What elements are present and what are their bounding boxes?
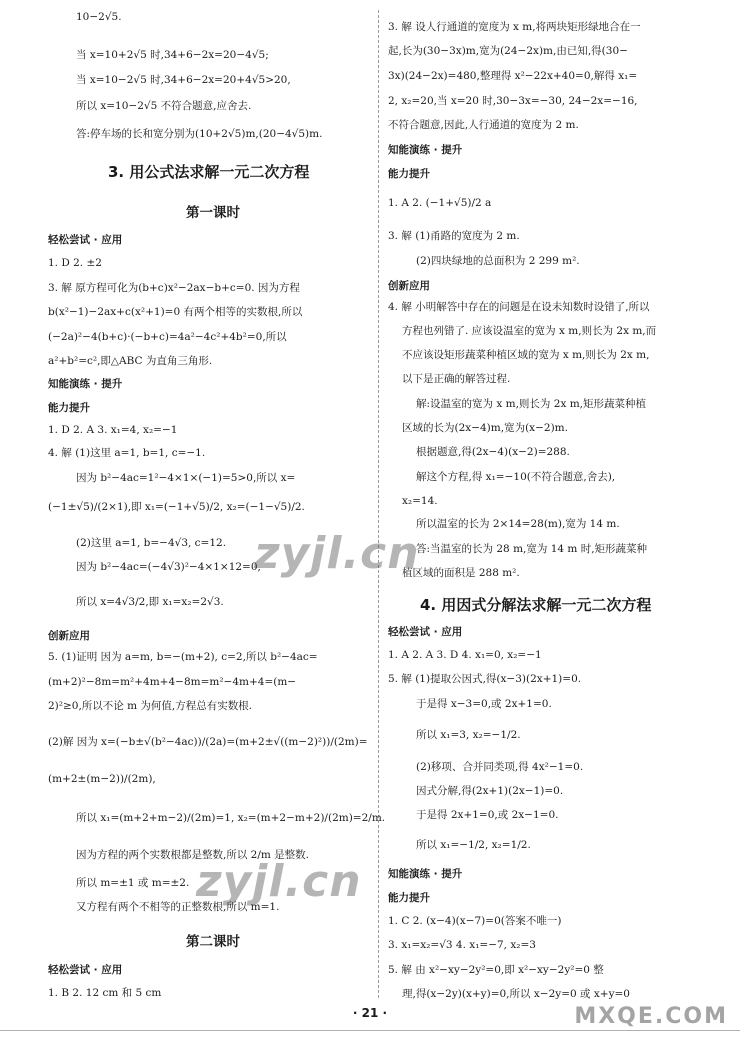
text-line: (2)这里 a=1, b=−4√3, c=12.: [76, 537, 227, 549]
text-line: (m+2)²−8m=m²+4m+4−8m=m²−4m+4=(m−: [48, 676, 297, 688]
text-line: 5. (1)证明 因为 a=m, b=−(m+2), c=2,所以 b²−4ac=: [48, 651, 318, 663]
text-line: 根据题意,得(2x−4)(x−2)=288.: [416, 446, 570, 458]
text-line: 3x)(24−2x)=480,整理得 x²−22x+40=0,解得 x₁=: [388, 70, 638, 82]
text-line: 5. 解 (1)提取公因式,得(x−3)(2x+1)=0.: [388, 673, 582, 685]
text-line: 3. 解 设人行通道的宽度为 x m,将两块矩形绿地合在一: [388, 21, 641, 33]
text-line: (m+2±(m−2))/(2m),: [48, 773, 156, 785]
subsection-heading: 轻松尝试 · 应用: [48, 964, 123, 976]
text-line: 又方程有两个不相等的正整数根,所以 m=1.: [76, 901, 280, 913]
text-line: 区域的长为(2x−4)m,宽为(x−2)m.: [402, 422, 568, 434]
text-line: x₂=14.: [402, 495, 438, 507]
subsection-heading: 轻松尝试 · 应用: [388, 626, 463, 638]
text-line: 于是得 2x+1=0,或 2x−1=0.: [416, 809, 559, 821]
section-title: 4. 用因式分解法求解一元二次方程: [420, 596, 652, 614]
text-line: 不应该设矩形蔬菜种植区域的宽为 x m,则长为 2x m,: [402, 349, 650, 361]
text-line: a²+b²=c²,即△ABC 为直角三角形.: [48, 355, 213, 367]
text-line: 所以 x₁=(m+2+m−2)/(2m)=1, x₂=(m+2−m+2)/(2m)=2/m.: [76, 812, 386, 824]
text-line: 10−2√5.: [76, 11, 122, 23]
text-line: 3. x₁=x₂=√3 4. x₁=−7, x₂=3: [388, 939, 536, 951]
text-line: 理,得(x−2y)(x+y)=0,所以 x−2y=0 或 x+y=0: [402, 988, 630, 1000]
text-line: 1. D 2. A 3. x₁=4, x₂=−1: [48, 424, 178, 436]
page-number: · 21 ·: [352, 1006, 388, 1020]
subsection-heading: 能力提升: [388, 168, 430, 180]
text-line: b(x²−1)−2ax+c(x²+1)=0 有两个相等的实数根,所以: [48, 306, 303, 318]
text-line: 所以 x=4√3/2,即 x₁=x₂=2√3.: [76, 596, 224, 608]
subsection-heading: 创新应用: [388, 280, 430, 292]
text-line: 1. A 2. A 3. D 4. x₁=0, x₂=−1: [388, 649, 542, 661]
text-line: 4. 解 小明解答中存在的问题是在设未知数时设错了,所以: [388, 301, 650, 313]
column-divider: [378, 10, 379, 998]
text-line: 4. 解 (1)这里 a=1, b=1, c=−1.: [48, 447, 206, 459]
text-line: 因为方程的两个实数根都是整数,所以 2/m 是整数.: [76, 849, 310, 861]
text-line: 所以 x₁=−1/2, x₂=1/2.: [416, 839, 531, 851]
text-line: (2)四块绿地的总面积为 2 299 m².: [416, 255, 580, 267]
text-line: 当 x=10+2√5 时,34+6−2x=20−4√5;: [76, 49, 269, 61]
text-line: 所以 x₁=3, x₂=−1/2.: [416, 729, 521, 741]
subsection-heading: 创新应用: [48, 630, 90, 642]
text-line: 解这个方程,得 x₁=−10(不符合题意,舍去),: [416, 471, 616, 483]
text-line: 1. A 2. (−1+√5)/2 a: [388, 197, 492, 209]
subsection-heading: 轻松尝试 · 应用: [48, 234, 123, 246]
text-line: 3. 解 (1)甬路的宽度为 2 m.: [388, 230, 520, 242]
text-line: 因式分解,得(2x+1)(2x−1)=0.: [416, 785, 564, 797]
text-line: 植区域的面积是 288 m².: [402, 567, 520, 579]
text-line: 因为 b²−4ac=(−4√3)²−4×1×12=0,: [76, 561, 261, 573]
watermark: zyjl.cn: [254, 528, 420, 579]
text-line: 答:停车场的长和宽分别为(10+2√5)m,(20−4√5)m.: [76, 128, 323, 140]
lesson-title: 第一课时: [186, 205, 240, 221]
text-line: 解:设温室的宽为 x m,则长为 2x m,矩形蔬菜种植: [416, 398, 646, 410]
text-line: 答:当温室的长为 28 m,宽为 14 m 时,矩形蔬菜种: [416, 543, 648, 555]
text-line: 以下是正确的解答过程.: [402, 373, 511, 385]
text-line: 所以 x=10−2√5 不符合题意,应舍去.: [76, 100, 252, 112]
text-line: 2, x₂=20,当 x=20 时,30−3x=−30, 24−2x=−16,: [388, 95, 638, 107]
text-line: 所以 m=±1 或 m=±2.: [76, 877, 190, 889]
bottom-rule: [0, 1030, 740, 1031]
text-line: 3. 解 原方程可化为(b+c)x²−2ax−b+c=0. 因为方程: [48, 282, 300, 294]
text-line: (−1±√5)/(2×1),即 x₁=(−1+√5)/2, x₂=(−1−√5)/2.: [48, 501, 305, 513]
text-line: 所以温室的长为 2×14=28(m),宽为 14 m.: [416, 518, 620, 530]
subsection-heading: 知能演练 · 提升: [48, 378, 123, 390]
subsection-heading: 能力提升: [388, 892, 430, 904]
text-line: 于是得 x−3=0,或 2x+1=0.: [416, 698, 552, 710]
section-title: 3. 用公式法求解一元二次方程: [108, 163, 310, 181]
text-line: 1. C 2. (x−4)(x−7)=0(答案不唯一): [388, 915, 562, 927]
text-line: (2)移项、合并同类项,得 4x²−1=0.: [416, 761, 584, 773]
text-line: 5. 解 由 x²−xy−2y²=0,即 x²−xy−2y²=0 整: [388, 964, 604, 976]
subsection-heading: 知能演练 · 提升: [388, 144, 463, 156]
watermark: zyjl.cn: [196, 856, 362, 907]
lesson-title: 第二课时: [186, 934, 240, 950]
subsection-heading: 知能演练 · 提升: [388, 868, 463, 880]
text-line: 当 x=10−2√5 时,34+6−2x=20+4√5>20,: [76, 74, 291, 86]
text-line: 2)²≥0,所以不论 m 为何值,方程总有实数根.: [48, 700, 253, 712]
text-line: (2)解 因为 x=(−b±√(b²−4ac))/(2a)=(m+2±√((m−2)²))/(2m)=: [48, 736, 368, 748]
watermark-logo: MXQE.COM: [574, 1004, 728, 1029]
text-line: 1. D 2. ±2: [48, 257, 102, 269]
text-line: 因为 b²−4ac=1²−4×1×(−1)=5>0,所以 x=: [76, 472, 296, 484]
subsection-heading: 能力提升: [48, 402, 90, 414]
text-line: 1. B 2. 12 cm 和 5 cm: [48, 987, 162, 999]
text-line: (−2a)²−4(b+c)·(−b+c)=4a²−4c²+4b²=0,所以: [48, 331, 287, 343]
text-line: 不符合题意,因此,人行通道的宽度为 2 m.: [388, 119, 579, 131]
text-line: 起,长为(30−3x)m,宽为(24−2x)m,由已知,得(30−: [388, 45, 628, 57]
text-line: 方程也列错了. 应该设温室的宽为 x m,则长为 2x m,而: [402, 325, 657, 337]
